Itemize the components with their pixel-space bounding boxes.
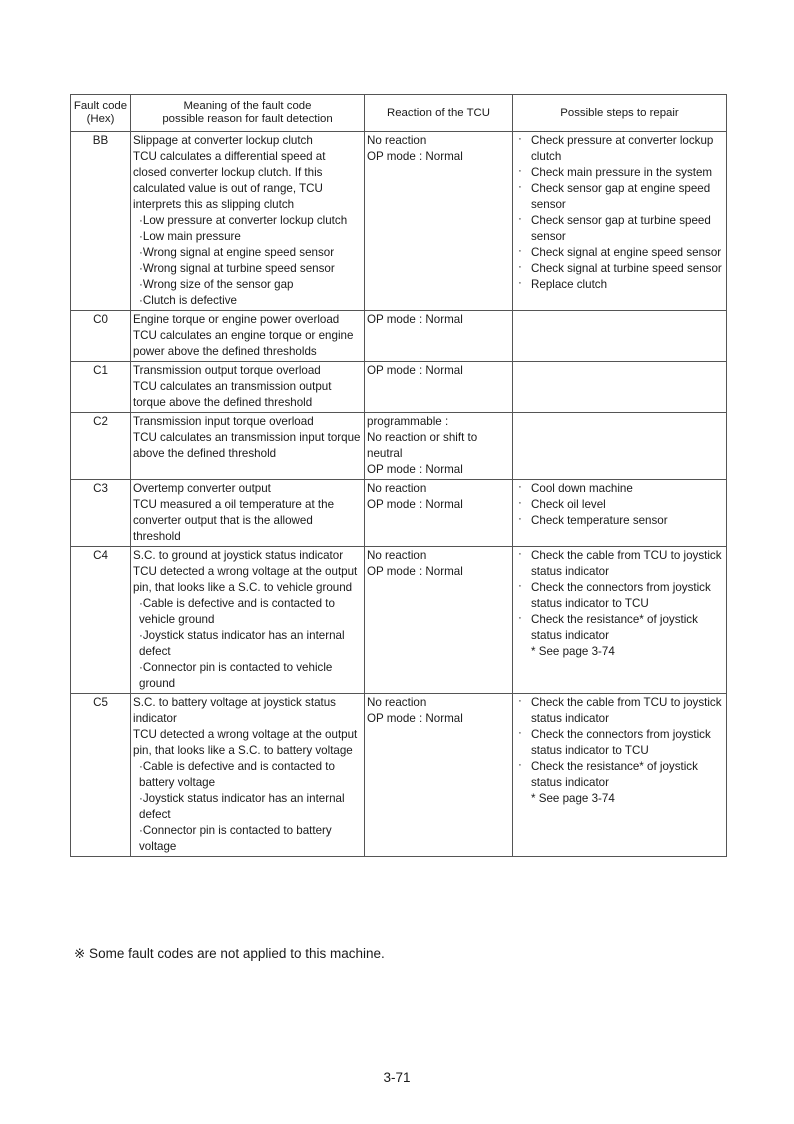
reaction-line: No reaction — [367, 696, 427, 709]
meaning-cell — [131, 311, 365, 362]
repair-step — [515, 548, 724, 580]
footnote: ※ Some fault codes are not applied to this machine. — [74, 946, 385, 961]
repair-step — [515, 612, 724, 644]
meaning-line: S.C. to ground at joystick status indicator — [133, 549, 344, 562]
reaction-line: No reaction — [367, 549, 427, 562]
bullet-icon: · — [518, 496, 522, 509]
fault-code-cell: C1 — [71, 362, 131, 413]
bullet-icon: · — [518, 611, 522, 624]
repair-step-text: Check signal at turbine speed sensor — [531, 262, 722, 275]
repair-step-text: Check oil level — [531, 498, 606, 511]
cause-item: · Cable is defective and is contacted to battery voltage — [133, 759, 362, 791]
table-row — [71, 694, 727, 857]
table-row — [71, 132, 727, 311]
reaction-line: OP mode : Normal — [367, 712, 463, 725]
repair-step — [515, 727, 724, 759]
reaction-line: OP mode : Normal — [367, 565, 463, 578]
reaction-cell — [365, 311, 513, 362]
repair-step — [515, 513, 724, 529]
meaning-line: TCU measured a oil temperature at the converter output that is the allowed threshold — [133, 498, 335, 543]
repair-step-text: Check the connectors from joystick status indicator to TCU — [531, 728, 711, 757]
repair-step — [515, 133, 724, 165]
meaning-line: S.C. to battery voltage at joystick status indicator — [133, 696, 336, 725]
meaning-line: Slippage at converter lockup clutch — [133, 134, 313, 147]
table-row — [71, 547, 727, 694]
repair-step-text: Check the connectors from joystick status indicator to TCU — [531, 581, 711, 610]
meaning-line: Transmission output torque overload — [133, 364, 321, 377]
repair-step — [515, 695, 724, 727]
reaction-line: programmable : — [367, 415, 449, 428]
meaning-line: TCU detected a wrong voltage at the output pin, that looks like a S.C. to vehicle ground — [133, 565, 358, 594]
table-row — [71, 413, 727, 480]
reaction-cell — [365, 132, 513, 311]
repair-steps-cell — [513, 480, 727, 547]
repair-step-text: Check temperature sensor — [531, 514, 668, 527]
bullet-icon: · — [518, 164, 522, 177]
repair-step — [515, 213, 724, 245]
meaning-line: Engine torque or engine power overload — [133, 313, 340, 326]
cause-item: · Clutch is defective — [133, 293, 362, 309]
reaction-cell — [365, 413, 513, 480]
repair-step — [515, 759, 724, 791]
bullet-icon: · — [518, 180, 522, 193]
meaning-line: TCU calculates an transmission output torque above the defined threshold — [133, 380, 332, 409]
repair-step — [515, 277, 724, 293]
repair-steps-cell — [513, 547, 727, 694]
fault-code-table — [70, 94, 727, 857]
reaction-line: No reaction — [367, 134, 427, 147]
repair-step-text: Check signal at engine speed sensor — [531, 246, 722, 259]
reaction-cell — [365, 480, 513, 547]
bullet-icon: · — [518, 276, 522, 289]
reaction-cell — [365, 694, 513, 857]
reaction-line: OP mode : Normal — [367, 498, 463, 511]
repair-step — [515, 497, 724, 513]
bullet-icon: · — [518, 244, 522, 257]
fault-code-cell: C2 — [71, 413, 131, 480]
bullet-icon: · — [518, 726, 522, 739]
meaning-cell — [131, 694, 365, 857]
repair-step-text: Replace clutch — [531, 278, 608, 291]
meaning-line: TCU detected a wrong voltage at the output pin, that looks like a S.C. to battery voltage — [133, 728, 358, 757]
bullet-icon: · — [518, 547, 522, 560]
meaning-line: Overtemp converter output — [133, 482, 271, 495]
see-page-note: * See page 3-74 — [531, 792, 615, 805]
repair-step-text: Check the resistance* of joystick status indicator — [531, 760, 698, 789]
repair-steps-cell — [513, 362, 727, 413]
bullet-icon: · — [518, 212, 522, 225]
meaning-cell — [131, 480, 365, 547]
repair-step — [515, 245, 724, 261]
repair-step — [515, 165, 724, 181]
meaning-line: TCU calculates an transmission input torque above the defined threshold — [133, 431, 361, 460]
page-number: 3-71 — [383, 1070, 411, 1085]
bullet-icon: · — [518, 132, 522, 145]
meaning-line: TCU calculates a differential speed at closed converter lockup clutch. If this calculated value is out of range, TCU interprets this as slipping clutch — [133, 150, 326, 211]
repair-step — [515, 261, 724, 277]
repair-step-text: Check sensor gap at turbine speed sensor — [531, 214, 711, 243]
repair-steps-cell — [513, 413, 727, 480]
meaning-cell — [131, 362, 365, 413]
repair-step-text: Check pressure at converter lockup clutch — [531, 134, 714, 163]
cause-item: · Connector pin is contacted to battery voltage — [133, 823, 362, 855]
header-steps: Possible steps to repair — [513, 95, 727, 132]
cause-item: · Connector pin is contacted to vehicle ground — [133, 660, 362, 692]
repair-step — [515, 181, 724, 213]
bullet-icon: · — [518, 260, 522, 273]
header-fault-code-line1: Fault code — [73, 100, 128, 112]
reaction-line: OP mode : Normal — [367, 313, 463, 326]
reaction-cell — [365, 547, 513, 694]
cause-item: · Wrong signal at engine speed sensor — [133, 245, 362, 261]
reaction-cell — [365, 362, 513, 413]
table-header-row — [71, 95, 727, 132]
header-reaction: Reaction of the TCU — [365, 95, 513, 132]
header-meaning-line1: Meaning of the fault code — [183, 100, 312, 112]
cause-item: · Low pressure at converter lockup clutch — [133, 213, 362, 229]
cause-item: · Wrong size of the sensor gap — [133, 277, 362, 293]
meaning-cell — [131, 413, 365, 480]
cause-item: · Cable is defective and is contacted to vehicle ground — [133, 596, 362, 628]
bullet-icon: · — [518, 512, 522, 525]
reaction-line: OP mode : Normal — [367, 364, 463, 377]
table-row — [71, 480, 727, 547]
reaction-line: No reaction — [367, 482, 427, 495]
repair-step — [515, 481, 724, 497]
cause-item: · Joystick status indicator has an internal defect — [133, 791, 362, 823]
bullet-icon: · — [518, 694, 522, 707]
meaning-line: TCU calculates an engine torque or engine power above the defined thresholds — [133, 329, 354, 358]
see-page-note: * See page 3-74 — [531, 645, 615, 658]
repair-steps-cell — [513, 694, 727, 857]
fault-code-cell: C0 — [71, 311, 131, 362]
repair-step-text: Check the resistance* of joystick status indicator — [531, 613, 698, 642]
reaction-line: OP mode : Normal — [367, 150, 463, 163]
header-meaning-line2: possible reason for fault detection — [162, 113, 333, 125]
repair-step-text: Cool down machine — [531, 482, 633, 495]
table-row — [71, 311, 727, 362]
fault-code-cell: C5 — [71, 694, 131, 857]
fault-code-cell: C4 — [71, 547, 131, 694]
meaning-cell — [131, 547, 365, 694]
cause-item: · Joystick status indicator has an internal defect — [133, 628, 362, 660]
table-row — [71, 362, 727, 413]
reaction-line: No reaction or shift to neutral — [367, 431, 478, 460]
repair-steps-cell — [513, 311, 727, 362]
meaning-line: Transmission input torque overload — [133, 415, 314, 428]
repair-steps-cell — [513, 132, 727, 311]
cause-item: · Low main pressure — [133, 229, 362, 245]
reaction-line: OP mode : Normal — [367, 463, 463, 476]
repair-step-text: Check the cable from TCU to joystick status indicator — [531, 549, 722, 578]
repair-step-text: Check sensor gap at engine speed sensor — [531, 182, 711, 211]
fault-code-cell: C3 — [71, 480, 131, 547]
header-fault-code-line2: (Hex) — [86, 113, 115, 125]
repair-step-text: Check the cable from TCU to joystick status indicator — [531, 696, 722, 725]
repair-step — [515, 580, 724, 612]
fault-code-cell: BB — [71, 132, 131, 311]
header-fault-code — [71, 95, 131, 132]
bullet-icon: · — [518, 758, 522, 771]
meaning-cell — [131, 132, 365, 311]
cause-item: · Wrong signal at turbine speed sensor — [133, 261, 362, 277]
bullet-icon: · — [518, 579, 522, 592]
bullet-icon: · — [518, 480, 522, 493]
header-meaning — [131, 95, 365, 132]
repair-step-text: Check main pressure in the system — [531, 166, 713, 179]
